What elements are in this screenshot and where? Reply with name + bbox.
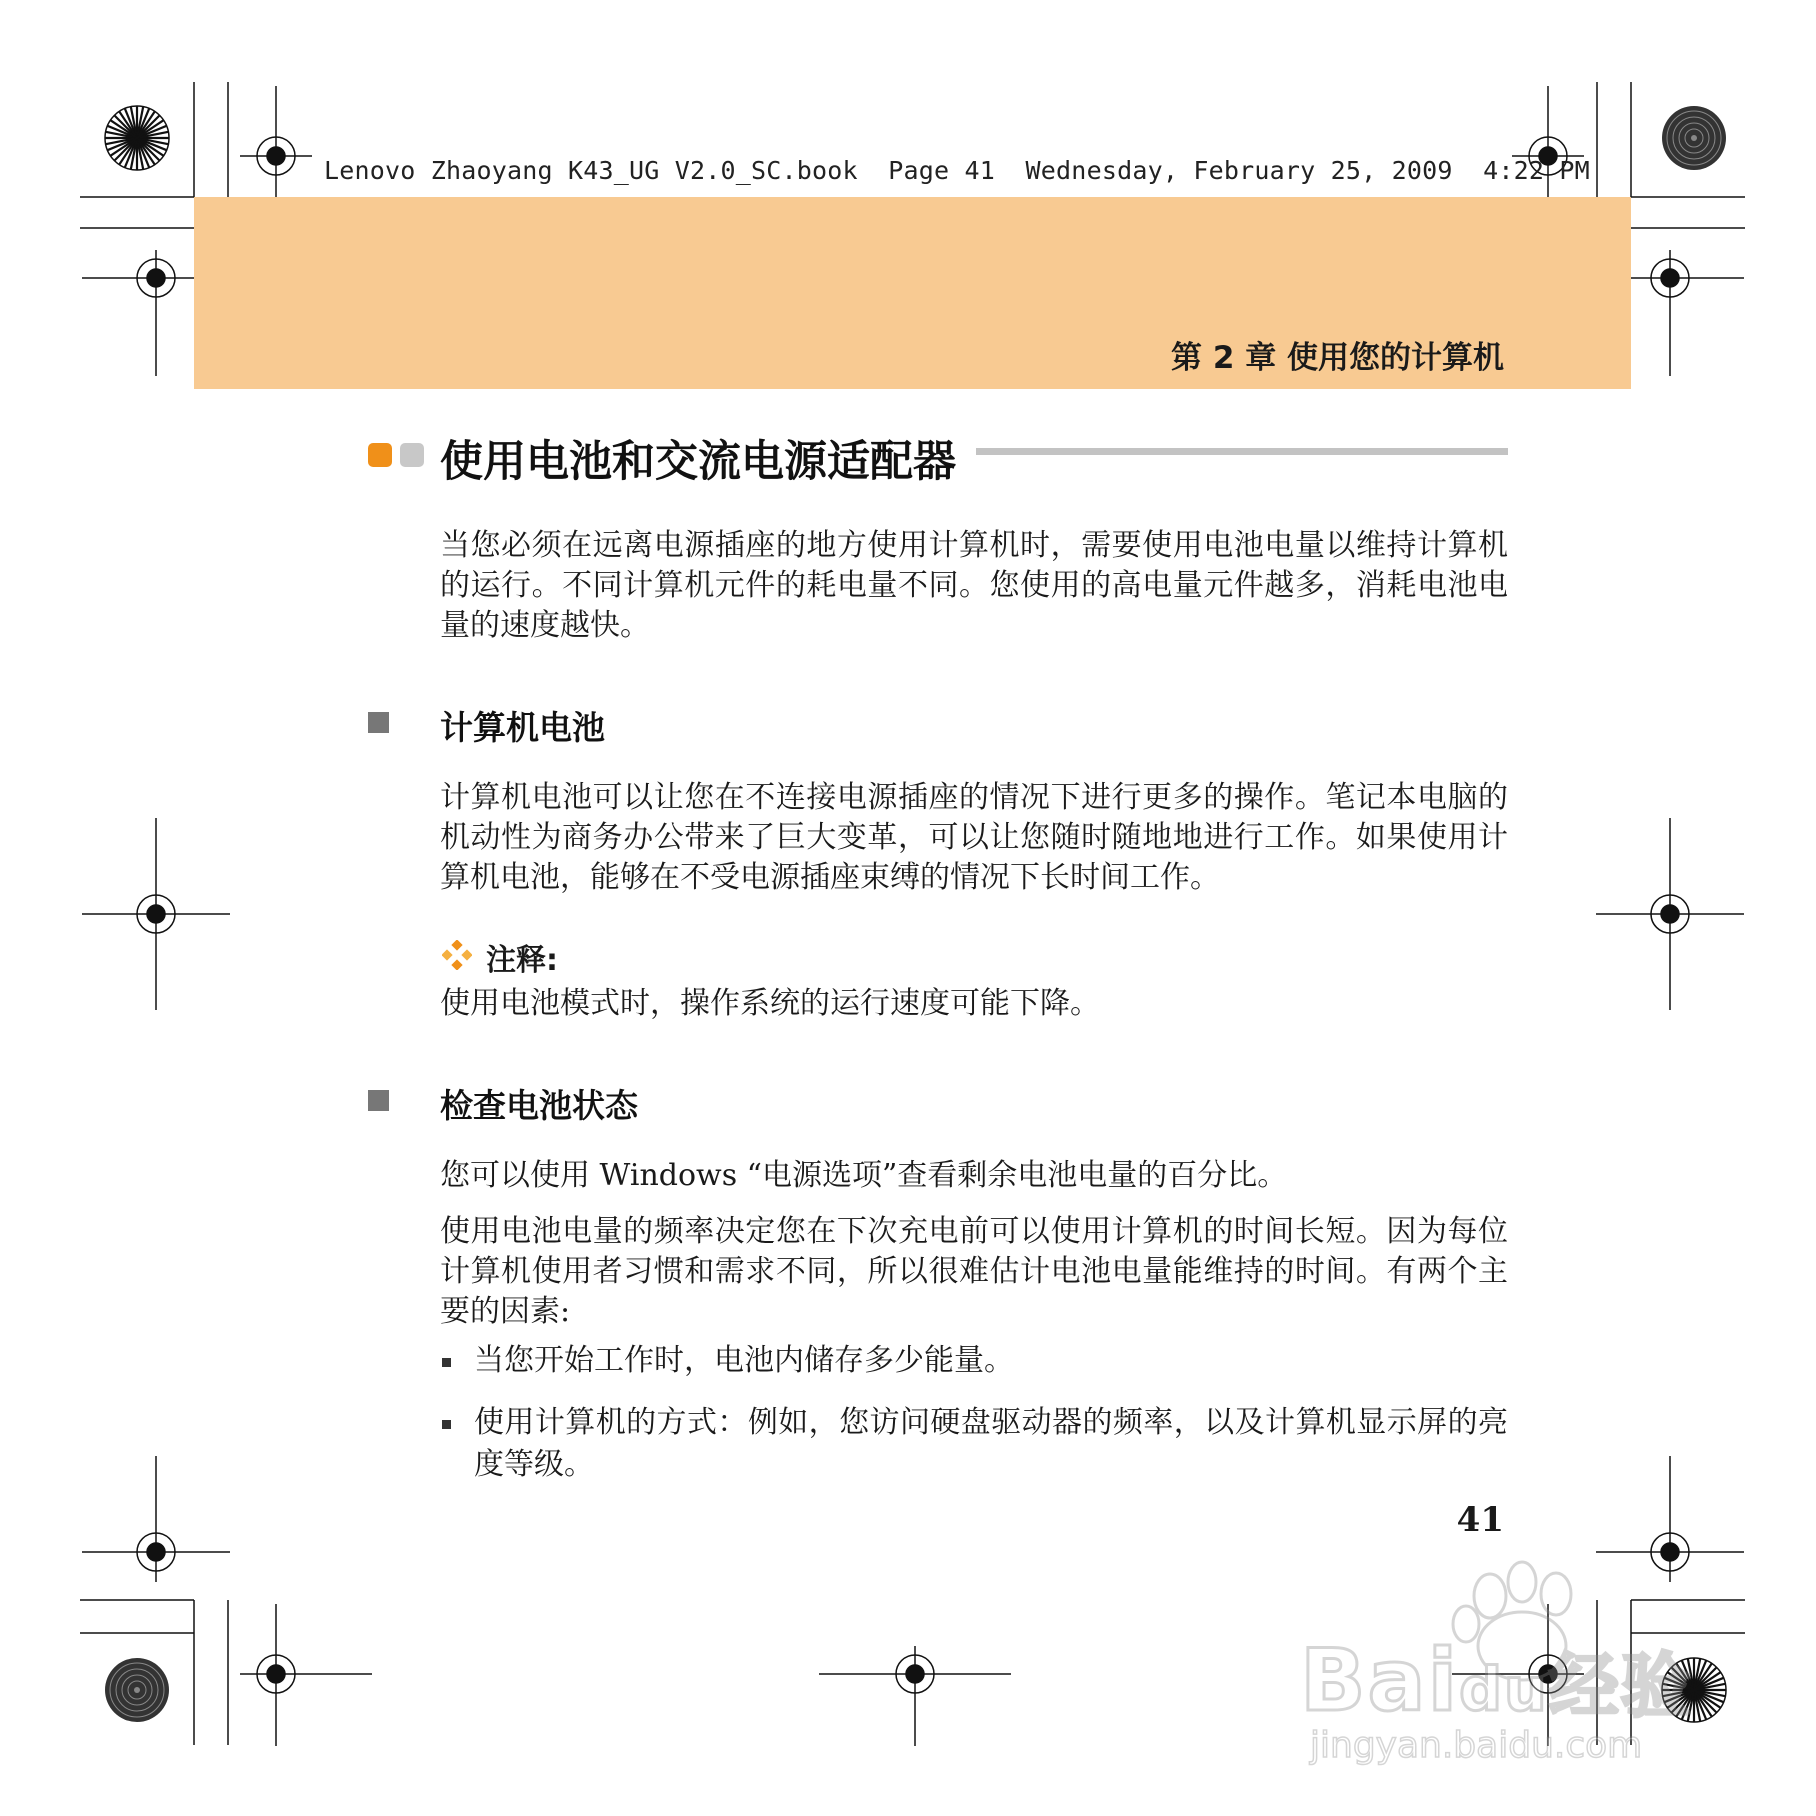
section-title: 使用电池和交流电源适配器 <box>440 437 956 487</box>
bullet-item: 当您开始工作时，电池内储存多少能量。 <box>474 1343 1014 1378</box>
book-info-line: Lenovo Zhaoyang K43_UG V2.0_SC.book Page 41 Wednesday, February 25, 2009 4:22 PM <box>324 156 1590 185</box>
note-diamond-icon <box>442 940 472 970</box>
watermark-brand-suffix: du <box>1459 1655 1549 1725</box>
note-text: 使用电池模式时，操作系统的运行速度可能下降。 <box>440 986 1100 1021</box>
title-grey-square-icon <box>400 443 424 467</box>
subsection-title-status: 检查电池状态 <box>440 1086 638 1125</box>
watermark-cn-text: 经验 <box>1548 1645 1693 1727</box>
page-number: 41 <box>1456 1500 1504 1540</box>
chapter-title: 第 2 章 使用您的计算机 <box>1171 340 1504 376</box>
watermark-url: jingyan.baidu.com <box>1310 1725 1643 1766</box>
watermark-brand-text: Bai <box>1300 1631 1460 1731</box>
subsection-title-battery: 计算机电池 <box>440 708 605 747</box>
bullet-item: 使用计算机的方式：例如，您访问硬盘驱动器的频率，以及计算机显示屏的亮度等级。 <box>474 1405 1508 1482</box>
status-paragraph-2: 使用电池电量的频率决定您在下次充电前可以使用计算机的时间长短。因为每位计算机使用者习惯和需求不同，所以很难估计电池电量能维持的时间。有两个主要的因素: <box>440 1214 1508 1329</box>
bullet-square-icon <box>442 1420 451 1429</box>
subsection-square-icon <box>368 712 389 733</box>
subsection-square-icon <box>368 1090 389 1111</box>
baidu-watermark <box>1290 1560 1720 1764</box>
intro-paragraph: 当您必须在远离电源插座的地方使用计算机时，需要使用电池电量以维持计算机的运行。不同计算机元件的耗电量不同。您使用的高电量元件越多，消耗电池电量的速度越快。 <box>440 528 1508 643</box>
bullet-square-icon <box>442 1358 451 1367</box>
note-label: 注释: <box>486 943 558 978</box>
watermark-brand <box>1300 1630 1693 1731</box>
status-paragraph-1: 您可以使用 Windows “电源选项”查看剩余电池电量的百分比。 <box>440 1158 1288 1193</box>
battery-paragraph: 计算机电池可以让您在不连接电源插座的情况下进行更多的操作。笔记本电脑的机动性为商务办公带来了巨大变革，可以让您随时随地地进行工作。如果使用计算机电池，能够在不受电源插座束缚的情况下长时间工作。 <box>440 780 1508 895</box>
title-rule <box>976 448 1508 455</box>
title-orange-square-icon <box>368 443 392 467</box>
